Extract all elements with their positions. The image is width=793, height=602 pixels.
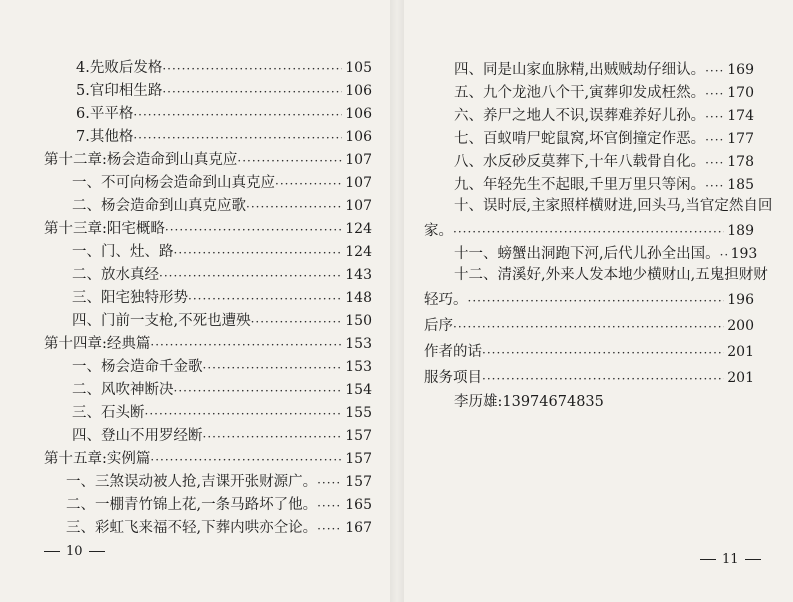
toc-entry-title: 七、百蚁啃尸蛇鼠窝,坏官倒撞定作恶。 [454, 131, 706, 147]
toc-leader-dots [174, 244, 343, 262]
toc-leader-dots [133, 129, 342, 147]
toc-entry [454, 127, 754, 149]
toc-leader-dots [162, 83, 342, 101]
page-number [700, 552, 761, 567]
toc-entry [66, 493, 372, 515]
toc-entry-title: 4.先败后发格 [76, 60, 163, 76]
toc-entry-title: 后序 [424, 318, 453, 334]
toc-entry-title: 三、彩虹飞来福不轻,下葬内哄亦仝论。 [66, 520, 318, 536]
toc-leader-dots [482, 370, 724, 388]
toc-leader-dots [453, 318, 724, 336]
toc-entry-page: 150 [345, 313, 372, 329]
toc-entry-page: 167 [345, 520, 372, 536]
toc-entry-page: 201 [727, 370, 754, 386]
toc-entry-page: 169 [727, 62, 754, 78]
toc-leader-dots [159, 267, 342, 285]
toc-entry-page: 143 [345, 267, 372, 283]
toc-entry-title: 5.官印相生路 [76, 83, 163, 99]
toc-entry [72, 286, 372, 308]
toc-entry-title: 二、风吹神断决 [72, 382, 174, 398]
toc-entry [66, 470, 372, 492]
toc-entry-title: 6.平平格 [76, 106, 134, 122]
toc-entry-page: 107 [345, 198, 372, 214]
toc-entry [424, 340, 754, 362]
toc-entry-page: 196 [727, 292, 754, 308]
book-gutter [390, 0, 404, 602]
toc-leader-dots [275, 175, 342, 193]
toc-entry-title: 二、杨会造命到山真克应歌 [72, 198, 246, 214]
toc-leader-dots [482, 344, 724, 362]
toc-entry [424, 288, 754, 310]
toc-entry-page: 107 [345, 152, 372, 168]
toc-entry-title: 家。 [424, 223, 453, 239]
toc-leader-dots [150, 451, 342, 469]
toc-entry-title: 一、杨会造命千金歌 [72, 359, 203, 375]
toc-chapter-entry [44, 332, 372, 354]
toc-entry-page: 157 [345, 451, 372, 467]
toc-entry [454, 150, 754, 172]
toc-entry-page: 157 [345, 428, 372, 444]
toc-leader-dots [453, 223, 724, 241]
toc-entry-page: 193 [730, 246, 758, 262]
toc-entry [76, 56, 372, 78]
toc-entry-title: 二、一棚青竹锦上花,一条马路坏了他。 [66, 497, 318, 513]
toc-entry-title: 六、养尸之地人不识,误葬难养好儿孙。 [454, 108, 706, 124]
toc-entry [454, 242, 758, 264]
toc-entry-title: 第十二章:杨会造命到山真克应 [44, 152, 238, 168]
toc-chapter-entry [44, 447, 372, 469]
toc-entry [72, 171, 372, 193]
toc-entry [76, 125, 372, 147]
toc-leader-dots [165, 221, 342, 239]
toc-leader-dots [720, 246, 728, 264]
toc-entry-title: 四、门前一支枪,不死也遭殃 [72, 313, 251, 329]
toc-entry [72, 378, 372, 400]
toc-leader-dots [162, 60, 342, 78]
toc-entry-line: 十、误时辰,主家照样横财进,回头马,当官定然自回 [454, 198, 773, 214]
toc-leader-dots [705, 62, 724, 80]
page-number [44, 544, 105, 559]
toc-leader-dots [705, 177, 724, 195]
toc-entry-page: 154 [345, 382, 372, 398]
toc-entry-page: 106 [345, 83, 372, 99]
toc-entry-page: 124 [345, 221, 372, 237]
toc-entry-page: 201 [727, 344, 754, 360]
toc-entry-page: 165 [345, 497, 372, 513]
toc-entry-title: 第十五章:实例篇 [44, 451, 151, 467]
toc-leader-dots [317, 497, 342, 515]
toc-entry-page: 157 [345, 474, 372, 490]
page-number-value: 10 [66, 544, 83, 559]
toc-entry-title: 一、门、灶、路 [72, 244, 174, 260]
toc-leader-dots [203, 359, 343, 377]
toc-entry-page: 155 [345, 405, 372, 421]
toc-entry-page: 178 [727, 154, 754, 170]
page-number-dash [745, 559, 761, 561]
toc-entry-page: 106 [345, 106, 372, 122]
page-number-dash [89, 551, 105, 553]
toc-entry-page: 200 [727, 318, 754, 334]
toc-leader-dots [705, 108, 724, 126]
toc-entry-title: 四、同是山家血脉精,出贼贼劫仔细认。 [454, 62, 706, 78]
toc-entry-title: 作者的话 [424, 344, 482, 360]
right-page [404, 0, 793, 602]
toc-entry-page: 148 [345, 290, 372, 306]
toc-leader-dots [188, 290, 342, 308]
toc-leader-dots [133, 106, 342, 124]
toc-entry [72, 401, 372, 423]
toc-leader-dots [705, 85, 724, 103]
toc-entry [76, 102, 372, 124]
toc-entry [454, 104, 754, 126]
toc-entry-page: 189 [727, 223, 754, 239]
toc-entry-title: 7.其他格 [76, 129, 134, 145]
toc-entry [72, 240, 372, 262]
toc-leader-dots [174, 382, 343, 400]
toc-entry [454, 58, 754, 80]
toc-entry [424, 314, 754, 336]
toc-entry-title: 一、不可向杨会造命到山真克应 [72, 175, 275, 191]
toc-leader-dots [251, 313, 343, 331]
toc-entry-page: 106 [345, 129, 372, 145]
toc-entry [424, 219, 754, 241]
toc-entry-line: 十二、清溪好,外来人发本地少横财山,五鬼担财财 [454, 267, 768, 283]
toc-entry-title: 第十三章:阳宅概略 [44, 221, 165, 237]
left-page [0, 0, 390, 602]
toc-leader-dots [468, 292, 725, 310]
toc-entry-page: 124 [345, 244, 372, 260]
toc-leader-dots [237, 152, 342, 170]
toc-leader-dots [150, 336, 342, 354]
toc-entry-title: 九、年轻先生不起眼,千里万里只等闲。 [454, 177, 706, 193]
toc-leader-dots [203, 428, 343, 446]
toc-entry-page: 185 [727, 177, 754, 193]
toc-entry-title: 五、九个龙池八个干,寅葬卯发成枉然。 [454, 85, 706, 101]
toc-entry [72, 194, 372, 216]
toc-entry-title: 三、石头断 [72, 405, 145, 421]
author-contact: 李历雄:13974674835 [454, 394, 604, 410]
toc-entry-page: 177 [727, 131, 754, 147]
toc-entry [454, 173, 754, 195]
page-number-value: 11 [722, 552, 739, 567]
toc-leader-dots [317, 474, 342, 492]
toc-entry-title: 轻巧。 [424, 292, 468, 308]
toc-entry-page: 153 [345, 359, 372, 375]
toc-entry-title: 三、阳宅独特形势 [72, 290, 188, 306]
toc-leader-dots [317, 520, 342, 538]
toc-leader-dots [246, 198, 342, 216]
toc-entry-page: 105 [345, 60, 372, 76]
toc-entry [454, 81, 754, 103]
toc-entry [72, 355, 372, 377]
toc-entry [72, 424, 372, 446]
toc-entry-page: 153 [345, 336, 372, 352]
toc-entry [72, 309, 372, 331]
toc-entry-page: 107 [345, 175, 372, 191]
toc-entry [72, 263, 372, 285]
toc-entry-page: 170 [727, 85, 754, 101]
page-number-dash [700, 559, 716, 561]
toc-chapter-entry [44, 148, 372, 170]
toc-entry-title: 八、水反砂反莫葬下,十年八载骨自化。 [454, 154, 706, 170]
toc-chapter-entry [44, 217, 372, 239]
toc-entry [76, 79, 372, 101]
toc-entry-title: 第十四章:经典篇 [44, 336, 151, 352]
toc-entry-title: 一、三煞误动被人抢,吉课开张财源广。 [66, 474, 318, 490]
toc-entry-title: 四、登山不用罗经断 [72, 428, 203, 444]
toc-entry-title: 十一、螃蟹出洞跑下河,后代儿孙全出国。 [454, 246, 720, 262]
toc-entry [66, 516, 372, 538]
toc-entry [424, 366, 754, 388]
toc-leader-dots [705, 131, 724, 149]
toc-entry-page: 174 [727, 108, 754, 124]
toc-leader-dots [705, 154, 724, 172]
toc-leader-dots [145, 405, 343, 423]
page-number-dash [44, 551, 60, 553]
toc-entry-title: 二、放水真经 [72, 267, 159, 283]
toc-entry-title: 服务项目 [424, 370, 482, 386]
